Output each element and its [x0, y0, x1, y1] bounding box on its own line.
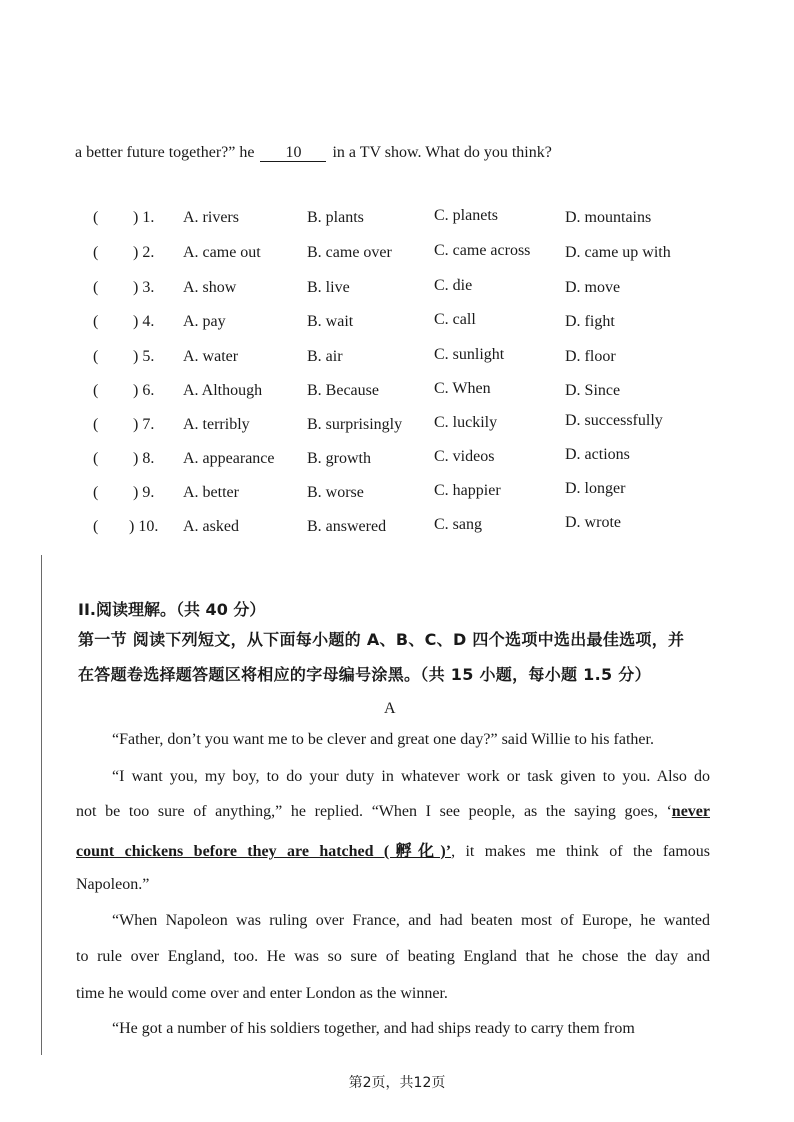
question-number: ) 1.	[133, 209, 155, 226]
idiom-highlight: never	[671, 803, 710, 820]
option-b: B. answered	[307, 518, 387, 535]
passage-p2-line2	[76, 803, 710, 821]
option-c: C. die	[434, 277, 473, 294]
intro-text-before: a better future together?” he	[75, 144, 255, 161]
option-d: D. fight	[565, 313, 615, 330]
answer-paren[interactable]: (	[93, 518, 99, 535]
option-d: D. Since	[565, 382, 621, 399]
idiom-highlight: count chickens before they are hatched (孵化)’	[76, 843, 452, 860]
answer-paren[interactable]: (	[93, 484, 99, 501]
option-d: D. mountains	[565, 209, 652, 226]
answer-paren[interactable]: (	[93, 313, 99, 330]
option-a: A. terribly	[183, 416, 250, 433]
option-d: D. wrote	[565, 514, 621, 531]
option-b: B. worse	[307, 484, 364, 501]
passage-text: not be too sure of anything,” he replied. “When I see people, as the saying goes, ‘	[76, 803, 672, 820]
answer-paren[interactable]: (	[93, 382, 99, 399]
question-number: ) 10.	[129, 518, 159, 535]
answer-paren[interactable]: (	[93, 416, 99, 433]
option-a: A. rivers	[183, 209, 239, 226]
option-b: B. wait	[307, 313, 354, 330]
option-a: A. appearance	[183, 450, 275, 467]
question-number: ) 7.	[133, 416, 155, 433]
intro-text-after: in a TV show. What do you think?	[332, 144, 552, 161]
option-d: D. came up with	[565, 244, 671, 261]
option-c: C. call	[434, 311, 476, 328]
passage-label: A	[384, 700, 396, 717]
answer-paren[interactable]: (	[93, 348, 99, 365]
passage-p3-line3: time he would come over and enter London as the winner.	[76, 985, 448, 1002]
option-a: A. came out	[183, 244, 261, 261]
option-d: D. floor	[565, 348, 616, 365]
answer-paren[interactable]: (	[93, 279, 99, 296]
passage-text: , it makes me think of the famous	[451, 843, 710, 860]
option-a: A. pay	[183, 313, 226, 330]
option-b: B. growth	[307, 450, 371, 467]
option-b: B. air	[307, 348, 343, 365]
section-title: II.阅读理解。（共 40 分）	[78, 600, 266, 619]
question-number: ) 8.	[133, 450, 155, 467]
option-c: C. planets	[434, 207, 498, 224]
passage-p2-line3	[76, 838, 710, 861]
question-number: ) 6.	[133, 382, 155, 399]
option-a: A. asked	[183, 518, 239, 535]
question-number: ) 2.	[133, 244, 155, 261]
answer-paren[interactable]: (	[93, 209, 99, 226]
option-b: B. came over	[307, 244, 392, 261]
question-number: ) 4.	[133, 313, 155, 330]
passage-p4-line1: “He got a number of his soldiers together, and had ships ready to carry them from	[112, 1020, 635, 1037]
option-c: C. luckily	[434, 414, 498, 431]
passage-p2-line4: Napoleon.”	[76, 876, 150, 893]
question-number: ) 9.	[133, 484, 155, 501]
instruction-line-1: 第一节 阅读下列短文，从下面每小题的 A、B、C、D 四个选项中选出最佳选项，并	[78, 630, 685, 649]
blank-10: 10	[260, 145, 326, 162]
passage-p2-line1: “I want you, my boy, to do your duty in whatever work or task given to you. Also do	[112, 768, 710, 785]
option-a: A. Although	[183, 382, 263, 399]
option-d: D. successfully	[565, 412, 663, 429]
question-number: ) 3.	[133, 279, 155, 296]
option-b: B. surprisingly	[307, 416, 403, 433]
option-d: D. actions	[565, 446, 630, 463]
option-a: A. show	[183, 279, 237, 296]
option-b: B. live	[307, 279, 350, 296]
option-c: C. came across	[434, 242, 531, 259]
instruction-line-2: 在答题卷选择题答题区将相应的字母编号涂黑。（共 15 小题，每小题 1.5 分）	[78, 665, 651, 684]
option-b: B. Because	[307, 382, 379, 399]
option-d: D. longer	[565, 480, 626, 497]
option-b: B. plants	[307, 209, 364, 226]
option-c: C. sunlight	[434, 346, 505, 363]
binding-margin-line	[41, 555, 42, 1055]
option-c: C. sang	[434, 516, 482, 533]
option-c: C. videos	[434, 448, 495, 465]
passage-p1: “Father, don’t you want me to be clever and great one day?” said Willie to his father.	[112, 731, 654, 748]
option-d: D. move	[565, 279, 621, 296]
answer-paren[interactable]: (	[93, 450, 99, 467]
answer-paren[interactable]: (	[93, 244, 99, 261]
option-c: C. happier	[434, 482, 501, 499]
option-a: A. water	[183, 348, 239, 365]
option-a: A. better	[183, 484, 239, 501]
page-footer: 第2页，共12页	[348, 1075, 446, 1091]
passage-p3-line1: “When Napoleon was ruling over France, and had beaten most of Europe, he wanted	[112, 912, 710, 929]
passage-p3-line2: to rule over England, too. He was so sure of beating England that he chose the day and	[76, 948, 710, 965]
option-c: C. When	[434, 380, 491, 397]
question-number: ) 5.	[133, 348, 155, 365]
cloze-ending-line	[75, 144, 552, 162]
